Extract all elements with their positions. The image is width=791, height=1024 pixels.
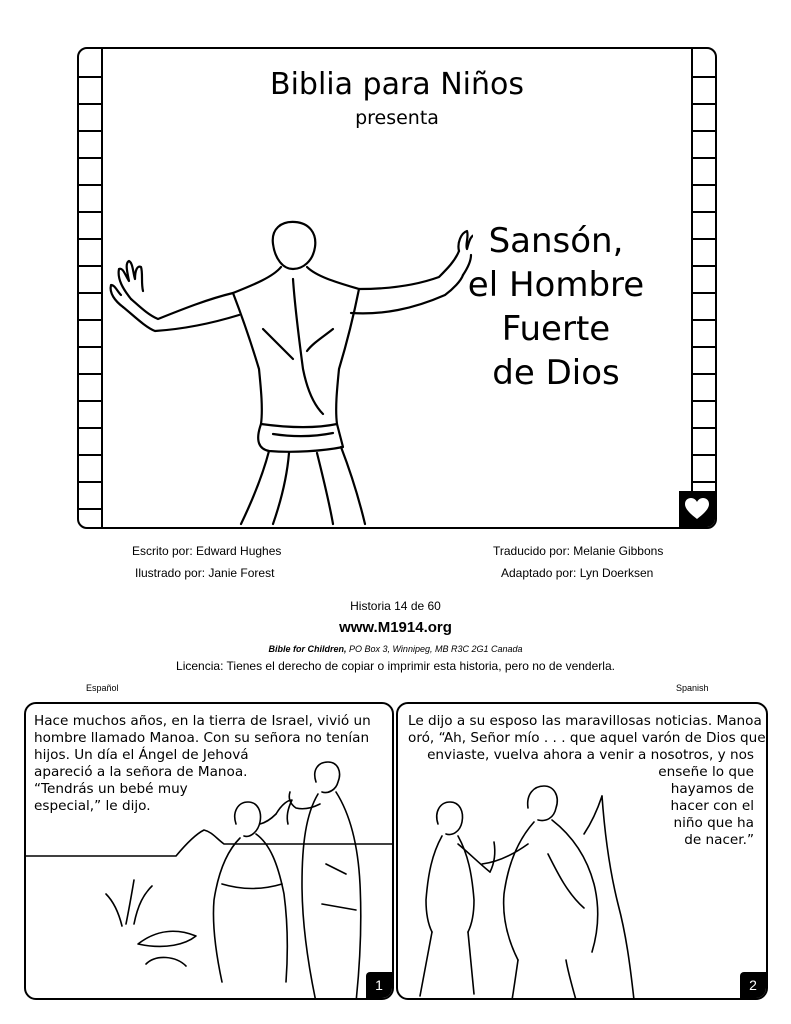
story-title-line: el Hombre bbox=[467, 265, 645, 305]
language-label-right: Spanish bbox=[676, 683, 709, 693]
text-line: hombre llamado Manoa. Con su señora no tenían bbox=[34, 730, 370, 746]
written-by: Escrito por: Edward Hughes bbox=[132, 544, 282, 558]
story-title-line: de Dios bbox=[492, 353, 620, 393]
org-address bbox=[0, 644, 791, 654]
translated-by: Traducido por: Melanie Gibbons bbox=[493, 544, 664, 558]
address: PO Box 3, Winnipeg, MB R3C 2G1 Canada bbox=[349, 644, 523, 654]
text-line: Hace muchos años, en la tierra de Israel, vivió un bbox=[34, 713, 371, 729]
story-title-line: Sansón, bbox=[488, 221, 624, 261]
text-line: “Tendrás un bebé muy bbox=[34, 781, 188, 797]
cover-panel bbox=[77, 47, 717, 529]
illustrated-by: Ilustrado por: Janie Forest bbox=[135, 566, 275, 580]
license-text: Licencia: Tienes el derecho de copiar o imprimir esta historia, pero no de venderla. bbox=[176, 659, 615, 673]
samson-illustration bbox=[103, 219, 473, 529]
heart-icon bbox=[684, 497, 710, 521]
story-panel-2 bbox=[396, 702, 768, 1000]
adapted-by: Adaptado por: Lyn Doerksen bbox=[501, 566, 654, 580]
text-line: enviaste, vuelva ahora a venir a nosotros, y nos bbox=[427, 747, 754, 763]
page-number: 1 bbox=[366, 972, 392, 998]
story-panel-1 bbox=[24, 702, 394, 1000]
org-name: Bible for Children, bbox=[268, 644, 347, 654]
panel-1-text bbox=[34, 713, 371, 815]
book-title: Biblia para Niños bbox=[269, 67, 524, 102]
text-line: oró, “Ah, Señor mío . . . que aquel varón de Dios que bbox=[408, 730, 766, 746]
text-line: hacer con el bbox=[670, 798, 754, 814]
text-line: hijos. Un día el Ángel de Jehová bbox=[34, 747, 249, 763]
story-title-line: Fuerte bbox=[501, 309, 611, 349]
language-label-left: Español bbox=[86, 683, 119, 693]
heart-logo bbox=[679, 491, 715, 527]
text-line: apareció a la señora de Manoa. bbox=[34, 764, 248, 780]
text-line: hayamos de bbox=[670, 781, 754, 797]
panel-2-text-right bbox=[427, 747, 754, 849]
text-line: especial,” le dijo. bbox=[34, 798, 151, 814]
panel-2-text bbox=[408, 713, 766, 747]
book-subtitle: presenta bbox=[355, 107, 439, 129]
text-line: enseñe lo que bbox=[658, 764, 754, 780]
page-number: 2 bbox=[740, 972, 766, 998]
text-line: Le dijo a su esposo las maravillosas noticias. Manoa bbox=[408, 713, 762, 729]
story-title bbox=[451, 219, 661, 395]
story-number: Historia 14 de 60 bbox=[350, 599, 441, 613]
text-line: niño que ha bbox=[673, 815, 754, 831]
website-link[interactable]: www.M1914.org bbox=[339, 619, 452, 636]
text-line: de nacer.” bbox=[684, 832, 754, 848]
